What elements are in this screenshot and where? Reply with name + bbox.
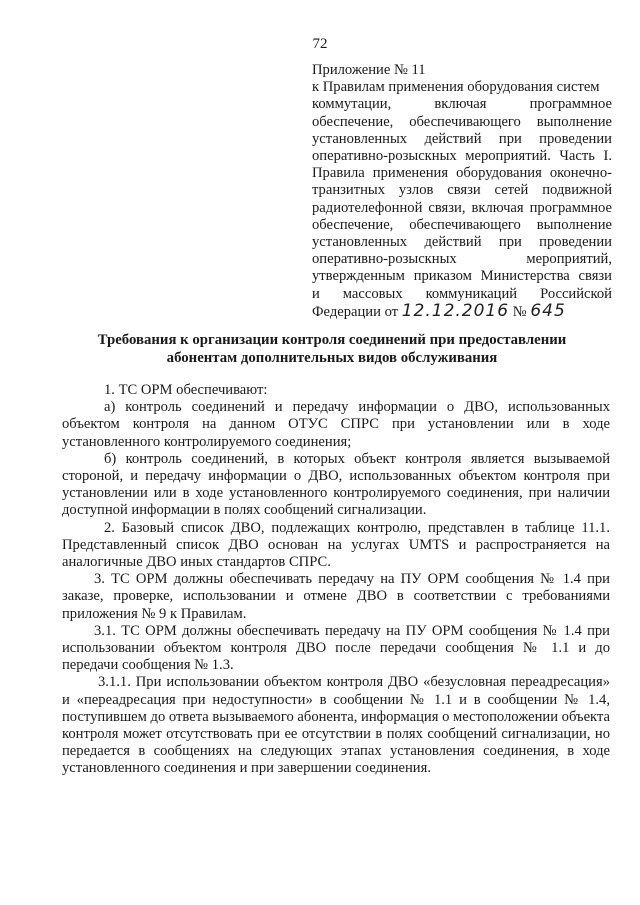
title-line: абонентам дополнительных видов обслуживания: [166, 350, 498, 366]
number-sign: №: [512, 303, 527, 320]
appendix-line: и массовых коммуникаций Российской: [312, 285, 612, 302]
appendix-line: установленных действий при проведении: [312, 130, 612, 147]
appendix-last-line-prefix: Федерации от: [312, 303, 399, 320]
appendix-line: к Правилам применения оборудования систем: [312, 79, 600, 96]
paragraph: 2. Базовый список ДВО, подлежащих контролю, представлен в таблице 11.1. Представленный список ДВО основан на услугах UMTS и распространяется на аналогичные ДВО иных стандартов СПРС.: [62, 519, 610, 571]
paragraph: б) контроль соединений, в которых объект контроля является вызываемой стороной, и передачу информации о ДВО, использованных объектом контроля при установлении или в ходе установленного контролируемого соединения, при наличии доступной информации в полях сообщений сигнализации.: [62, 450, 610, 519]
appendix-line: утвержденным приказом Министерства связи: [312, 268, 612, 285]
appendix-line: радиотелефонной связи, включая программное: [312, 199, 612, 216]
appendix-line: коммутации, включая программное: [312, 96, 612, 113]
paragraph: а) контроль соединений и передачу информации о ДВО, использованных объектом контроля на данном ОТУС СПРС при установлении или в ходе установленного контролируемого соединения;: [62, 399, 610, 450]
paragraph: 3. ТС ОРМ должны обеспечивать передачу на ПУ ОРМ сообщения № 1.4 при заказе, проверке, использовании и отмене ДВО в соответствии с требованиями приложения № 9 к Правилам.: [62, 571, 610, 622]
page-number: 72: [312, 36, 328, 52]
appendix-line: обеспечение, обеспечивающего выполнение: [312, 216, 612, 233]
paragraph: 1. ТС ОРМ обеспечивают:: [104, 382, 268, 398]
appendix-line: обеспечение, обеспечивающего выполнение: [312, 113, 612, 130]
handwritten-date: 12.12.2016: [401, 300, 510, 321]
appendix-line: оперативно-розыскных мероприятий,: [312, 251, 612, 268]
appendix-block: [312, 62, 612, 321]
section-title: [62, 331, 602, 367]
handwritten-number: 645: [530, 300, 566, 321]
appendix-line: установленных действий при проведении: [312, 234, 612, 251]
appendix-heading: Приложение № 11: [312, 62, 426, 78]
body-text: [62, 382, 610, 778]
appendix-signature-line: [312, 300, 612, 321]
paragraph: 3.1.1. При использовании объектом контроля ДВО «безусловная переадресация» и «переадресация при недоступности» в сообщении № 1.1 и в сообщении № 1.4, поступившем до ответа вызываемого абонента, информация о местоположении объекта контроля может отсутствовать при ее отсутствии в полях сообщений сигнализации, но передается в сообщениях на следующих этапах установления соединения, в ходе установленного соединения и при завершении соединения.: [62, 674, 610, 777]
appendix-line: Правила применения оборудования оконечно-: [312, 165, 612, 182]
paragraph: 3.1. ТС ОРМ должны обеспечивать передачу на ПУ ОРМ сообщения № 1.4 при использовании объектом контроля ДВО после передачи сообщения № 1.1 и до передачи сообщения № 1.3.: [62, 622, 610, 674]
appendix-line: оперативно-розыскных мероприятий. Часть I.: [312, 148, 612, 165]
title-line: Требования к организации контроля соединений при предоставлении: [97, 332, 567, 348]
appendix-line: транзитных узлов связи сетей подвижной: [312, 182, 612, 199]
